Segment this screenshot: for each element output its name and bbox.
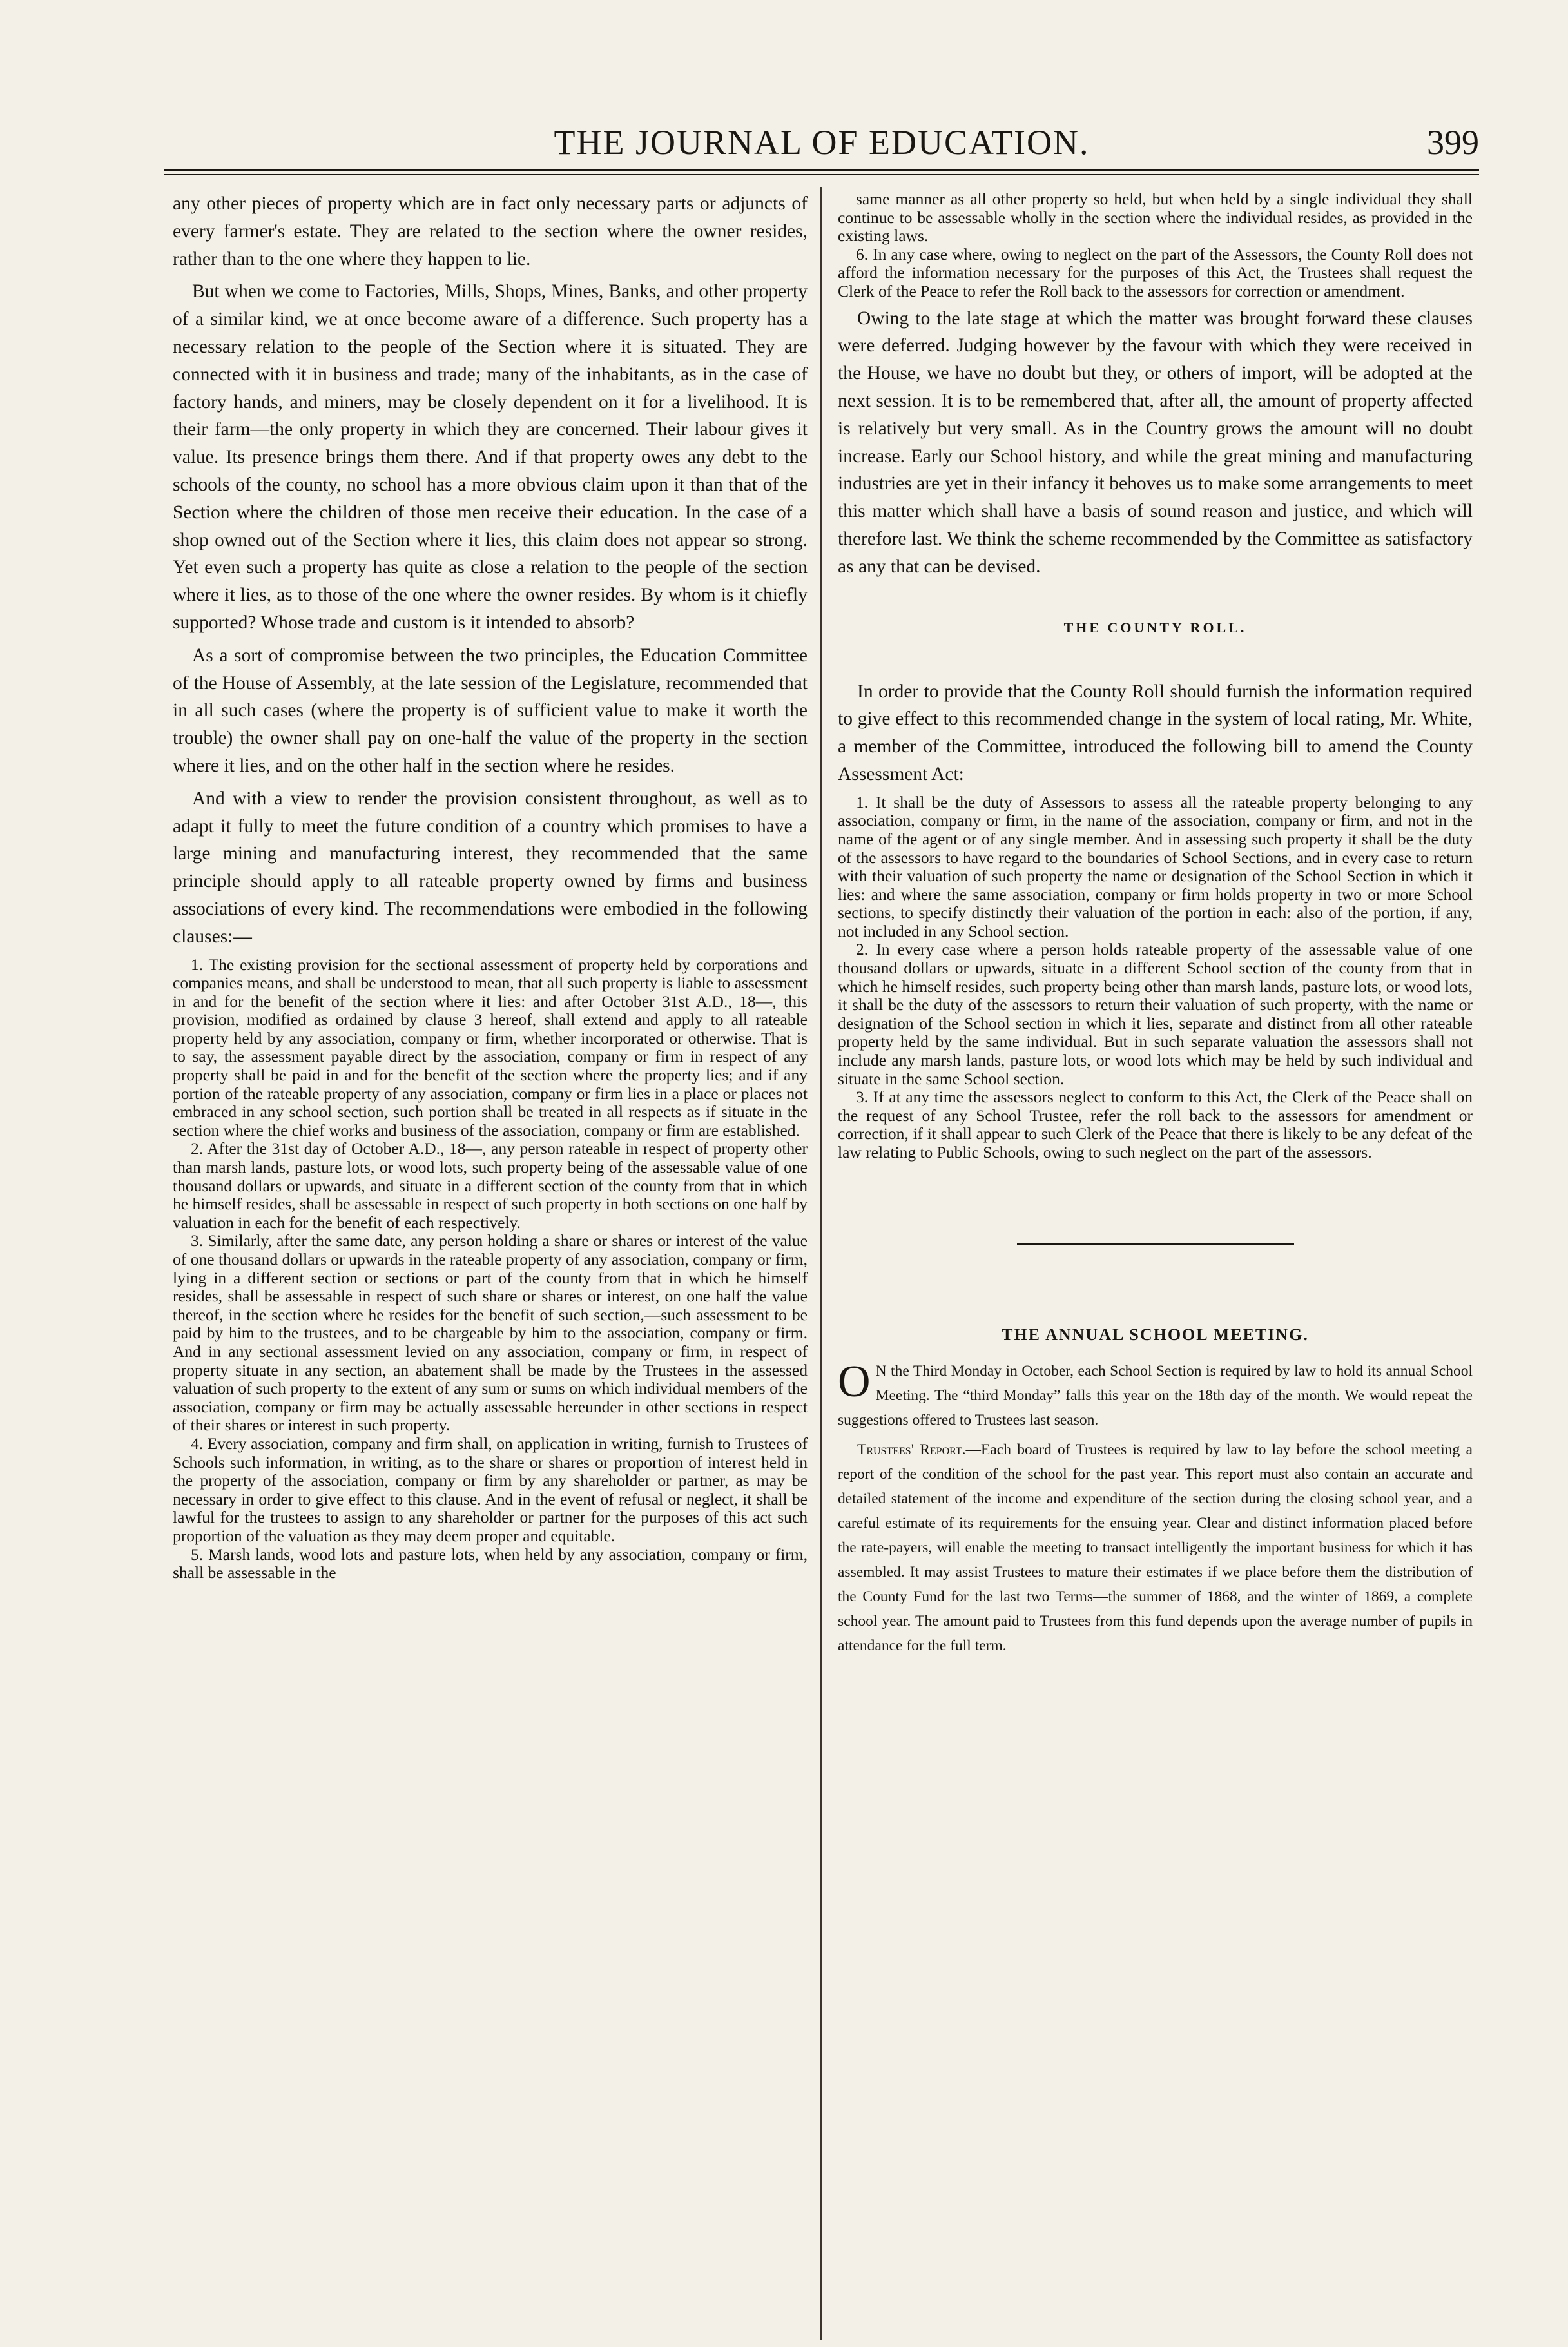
paragraph: any other pieces of property which are in fact only necessary parts or adjuncts of every farmer's estate. They are related to the section where the owner resides, rather than to the one where they happen to lie. [173, 193, 808, 269]
paragraph-text: N the Third Monday in October, each School Section is required by law to hold its annual School Meeting. The “third Monday” falls this year on the 18th day of the month. We would repeat the suggestions offered to Trustees last season. [838, 1362, 1473, 1428]
paragraph-annual-meeting [838, 1356, 1473, 1432]
paragraph: Owing to the late stage at which the matter was brought forward these clauses were deferred. Judging however by the favour with which they were received in the House, we have no doubt but they, or others of import, will be adopted at the next session. It is to be remembered that, after all, the amount of property affected is relatively but very small. As in the Country grows the amount will no doubt increase. Early our School history, and while the great mining and manufacturing industries are yet in their infancy it behoves us to make some arrangements to meet this matter which shall have a basis of sound reason and justice, and which will therefore last. We think the scheme recommended by the Committee as satisfactory as any that can be devised. [838, 307, 1473, 577]
clause-1: 1. The existing provision for the sectional assessment of property held by corporations and companies means, and shall be understood to mean, that all such property is liable to assessment in and for the benefit of the section where it lies: and after October 31st A.D., 18—, this provision, modified as ordained by clause 3 hereof, shall extend and apply to all rateable property held by any association, company or firm, whether incorporated or otherwise. That is to say, the assessment payable direct by the association, company or firm in respect of any property shall be paid in and for the benefit of the section where the property lies; and if any portion of the rateable property of any association, company or firm lies in a place or places not embraced in any school section, such portion shall be treated in all respects as if situate in the section where the chief works and business of the association, company or firm are established. [173, 955, 808, 1140]
paragraph: As a sort of compromise between the two principles, the Education Committee of the House of Assembly, at the late session of the Legislature, recommended that in all such cases (where the property is of sufficient value to make it worth the trouble) the owner shall pay on one-half the value of the property in the section where it lies, and on the other half in the section where he resides. [173, 645, 808, 776]
run-in-heading: Trustees' Report. [857, 1441, 966, 1458]
drop-cap: O [838, 1356, 871, 1407]
clause-3: 3. Similarly, after the same date, any person holding a share or shares or interest of the value of one thousand dollars or upwards in the rateable property of any association, company or firm, lying in a different section or sections or part of the county from that in which he himself resides, shall be assessable in respect of such share or shares or interest, on one half the value thereof, in the section where he resides for the benefit of such section,—such assessment to be paid by him to the trustees, and to be chargeable by him to the association, company or firm. And in any sectional assessment levied on any association, company or firm, in respect of property situate in any section, an abatement shall be made by the Trustees in the assessed valuation of such property to the extent of any sum or sums on which individual members of the association, company or firm may be actually assessable hereunder in other sections in respect of their shares or interest in such property. [173, 1231, 808, 1435]
clause-5-continued: same manner as all other property so held, but when held by a single individual they shall continue to be assessable wholly in the section where the individual resides, as provided in the existing laws. [838, 190, 1473, 246]
bill-clause-1: 1. It shall be the duty of Assessors to assess all the rateable property belonging to any association, company or firm, in the name of the association, company or firm, and not in the name of the agent or of any single member. And in assessing such property it shall be the duty of the assessors to have regard to the boundaries of School Sections, and in every case to return with their valuation of such property the name or designation of the School Section in which it lies: and where the same association, company or firm holds property in two or more School sections, to specify distinctly their valuation of the portion in each: also of the portion, if any, not included in any School section. [838, 792, 1473, 940]
clause-6: 6. In any case where, owing to neglect on the part of the Assessors, the County Roll does not afford the information necessary for the purposes of this Act, the Trustees shall request the Clerk of the Peace to refer the Roll back to the assessors for correction or amendment. [838, 244, 1473, 300]
section-heading-annual-meeting: THE ANNUAL SCHOOL MEETING. [1002, 1325, 1309, 1344]
paragraph: And with a view to render the provision consistent throughout, as well as to adapt it fully to meet the future condition of a country which promises to have a large mining and manufacturing interest, they recommended that the same principle should apply to all rateable property owned by firms and business associations of every kind. The recommendations were embodied in the following clauses:— [173, 788, 808, 947]
right-column [838, 190, 1473, 1663]
clause-4: 4. Every association, company and firm shall, on application in writing, furnish to Trustees of Schools such information, in writing, as to the share or shares or proportion of interest held in the property of the association, company or firm by any shareholder or partner, as may be necessary in order to give effect to this clause. And in the event of refusal or neglect, it shall be lawful for the trustees to assign to any shareholder or partner for the purposes of this act such proportion of the valuation as they may deem proper and equitable. [173, 1434, 808, 1545]
paragraph: But when we come to Factories, Mills, Shops, Mines, Banks, and other property of a similar kind, we at once become aware of a difference. Such property has a necessary relation to the people of the Section where it is situated. They are connected with it in business and trade; many of the inhabitants, as in the case of factory hands, and miners, may be closely dependent on it for a livelihood. It is their farm—the only property in which they are concerned. Their labour gives it value. Its presence brings them there. And if that property owes any debt to the schools of the county, no school has a more obvious claim upon it than that of the Section where the children of those men receive their education. In the case of a shop owned out of the Section where it lies, this claim does not appear so strong. Yet even such a property has quite as close a relation to the people of the section where it lies, as to those of the one where the owner resides. By whom is it chiefly supported? Whose trade and custom is it intended to absorb? [173, 281, 808, 633]
running-title: THE JOURNAL OF EDUCATION. [554, 123, 1090, 162]
paragraph-trustees-report [838, 1437, 1473, 1658]
bill-clause-3: 3. If at any time the assessors neglect to conform to this Act, the Clerk of the Peace shall on the request of any School Trustee, refer the roll back to the assessors for amendment or correction, if it shall appear to such Clerk of the Peace that there is likely to be any defeat of the law relating to Public Schools, owing to such neglect on the part of the assessors. [838, 1087, 1473, 1162]
paragraph: In order to provide that the County Roll should furnish the information required to give effect to this recommended change in the system of local rating, Mr. White, a member of the Committee, introduced the following bill to amend the County Assessment Act: [838, 681, 1473, 784]
left-column [173, 190, 808, 1583]
header-rule [164, 169, 1479, 171]
section-heading-county-roll: THE COUNTY ROLL. [1063, 619, 1247, 636]
section-rule [1017, 1243, 1294, 1245]
column-divider [820, 187, 822, 2340]
clause-5: 5. Marsh lands, wood lots and pasture lots, when held by any association, company or firm, shall be assessable in the [173, 1544, 808, 1583]
clause-2: 2. After the 31st day of October A.D., 18—, any person rateable in respect of property other than marsh lands, pasture lots, or wood lots, such property being of the assessable value of one thousand dollars or upwards, and situate in a different section of the county from that in which he himself resides, shall be assessable in respect of such property in both sections on one half by valuation in each for the benefit of each respectively. [173, 1139, 808, 1232]
header-rule-thin [164, 174, 1479, 175]
page-number: 399 [1427, 123, 1479, 162]
paragraph-text: —Each board of Trustees is required by law to lay before the school meeting a report of the condition of the school for the past year. This report must also contain an accurate and detailed statement of the income and expenditure of the section during the closing school year, and a careful estimate of its requirements for the ensuing year. Clear and distinct information placed before the rate-payers, will enable the meeting to transact intelligently the important business for which it has assembled. It may assist Trustees to mature their estimates if we place before them the distribution of the County Fund for the last two Terms—the summer of 1868, and the winter of 1869, a complete school year. The amount paid to Trustees from this fund depends upon the average number of pupils in attendance for the full term. [838, 1441, 1473, 1654]
bill-clause-2: 2. In every case where a person holds rateable property of the assessable value of one thousand dollars or upwards, situate in a different School section of the county from that in which he himself resides, such property being other than marsh lands, pasture lots, or wood lots, it shall be the duty of the assessors to return their valuation of such property, with the name or designation of the School section in which it lies, separate and distinct from all other rateable property held by the same individual. But in such separate valuation the assessors shall not include any marsh lands, pasture lots, or wood lots which may be held by such individual and situate in the same School section. [838, 940, 1473, 1088]
page-header [164, 122, 1479, 174]
